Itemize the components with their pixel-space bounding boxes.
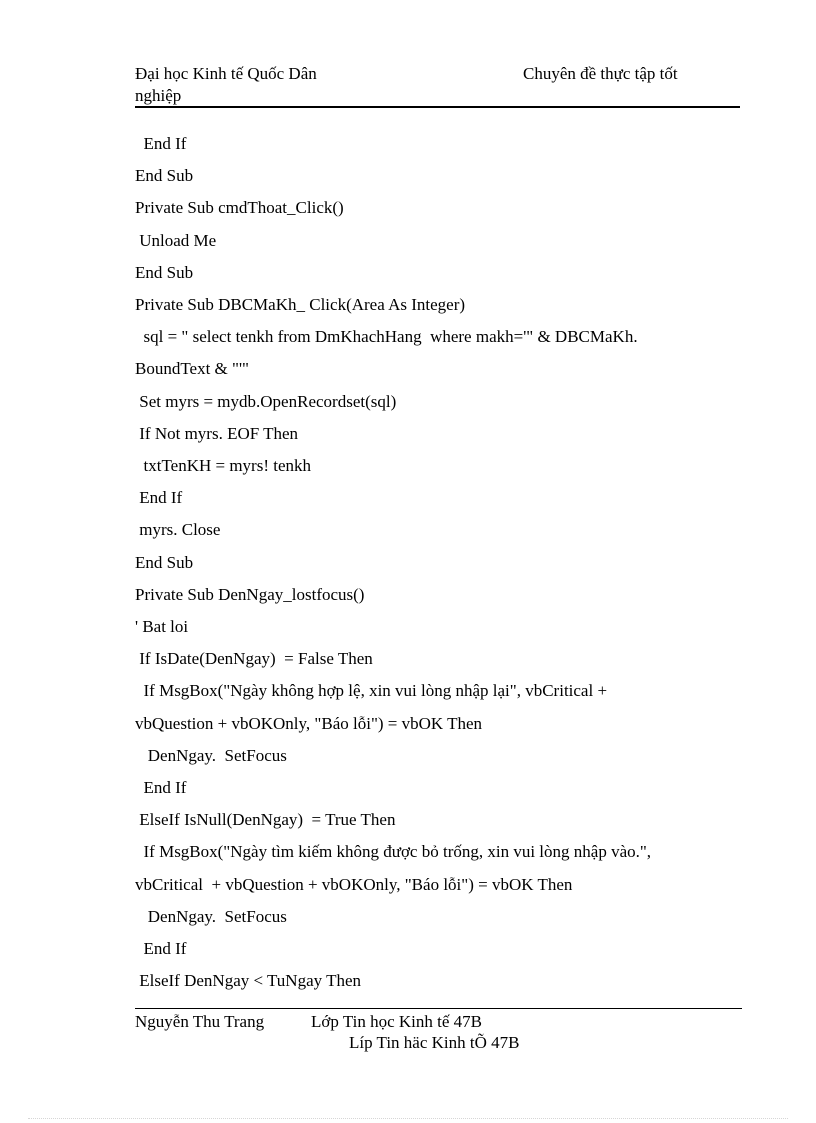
code-line: sql = " select tenkh from DmKhachHang where makh='" & DBCMaKh. — [135, 327, 638, 346]
code-line: myrs. Close — [135, 520, 221, 539]
code-line: End Sub — [135, 553, 194, 572]
code-line: If IsDate(DenNgay) = False Then — [135, 649, 373, 668]
code-line: ' Bat loi — [135, 617, 189, 636]
code-line: End If — [135, 778, 187, 797]
code-line: DenNgay. SetFocus — [135, 907, 287, 926]
code-line: Unload Me — [135, 231, 217, 250]
code-line: If MsgBox("Ngày không hợp lệ, xin vui lòng nhập lại", vbCritical + — [135, 681, 608, 700]
code-line: vbCritical + vbQuestion + vbOKOnly, "Báo lỗi") = vbOK Then — [135, 875, 573, 894]
page-edge — [28, 1118, 788, 1119]
code-line: End If — [135, 134, 187, 153]
footer-rule — [135, 1008, 742, 1009]
code-line: BoundText & "'" — [135, 359, 249, 378]
footer-class-garbled: Líp Tin häc Kinh tÕ 47B — [349, 1033, 520, 1052]
code-line: End If — [135, 939, 187, 958]
code-line: End Sub — [135, 263, 194, 282]
code-line: If Not myrs. EOF Then — [135, 424, 299, 443]
code-line: Private Sub DBCMaKh_ Click(Area As Integer) — [135, 295, 466, 314]
header-rule — [135, 106, 740, 108]
code-line: Private Sub cmdThoat_Click() — [135, 198, 344, 217]
code-line: Private Sub DenNgay_lostfocus() — [135, 585, 365, 604]
code-line: ElseIf DenNgay < TuNgay Then — [135, 971, 361, 990]
code-line: End If — [135, 488, 183, 507]
code-line: ElseIf IsNull(DenNgay) = True Then — [135, 810, 396, 829]
code-line: DenNgay. SetFocus — [135, 746, 287, 765]
code-line: Set myrs = mydb.OpenRecordset(sql) — [135, 392, 397, 411]
code-line: End Sub — [135, 166, 194, 185]
header-university: Đại học Kinh tế Quốc Dân — [135, 64, 317, 83]
header-report-title-wrap: nghiệp — [135, 86, 182, 105]
footer-class: Lớp Tin học Kinh tế 47B — [311, 1012, 482, 1031]
footer-author: Nguyễn Thu Trang — [135, 1012, 265, 1031]
code-line: txtTenKH = myrs! tenkh — [135, 456, 312, 475]
code-line: vbQuestion + vbOKOnly, "Báo lỗi") = vbOK Then — [135, 714, 483, 733]
header-report-title: Chuyên đề thực tập tốt — [523, 64, 678, 83]
code-line: If MsgBox("Ngày tìm kiếm không được bỏ trống, xin vui lòng nhập vào.", — [135, 842, 652, 861]
